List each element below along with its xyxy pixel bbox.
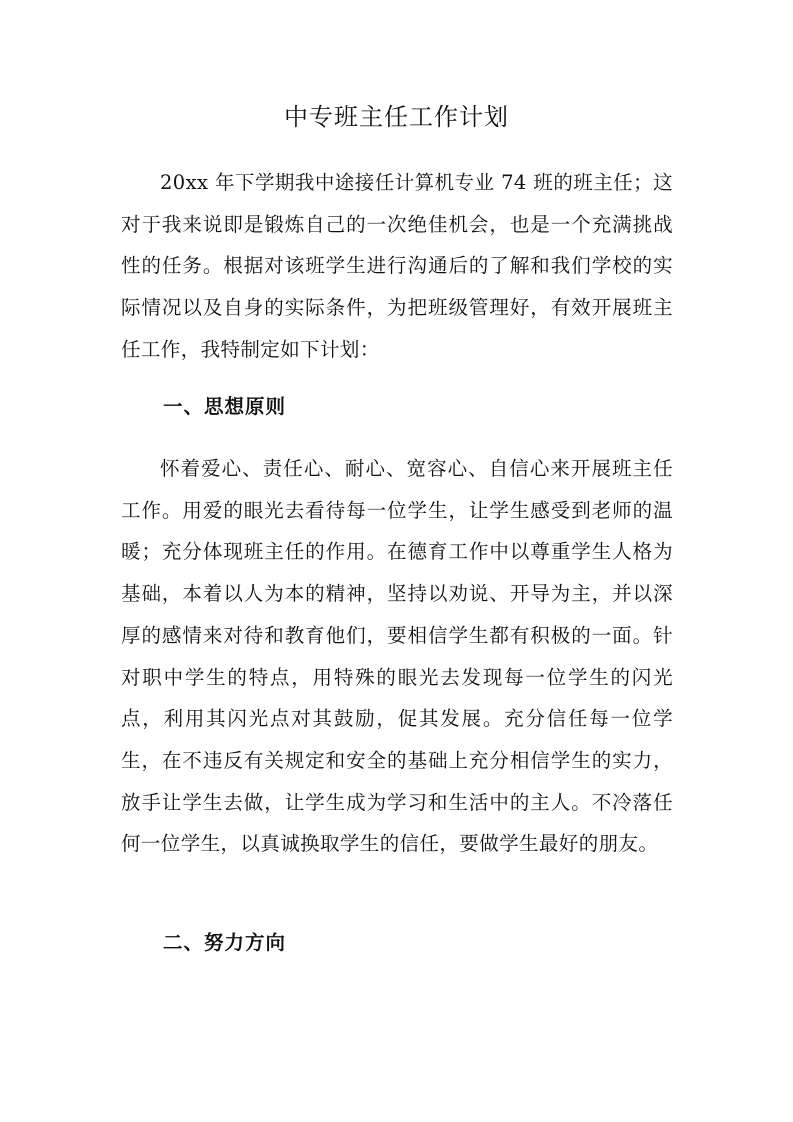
intro-paragraph-block — [121, 162, 673, 371]
section-heading-principles: 一、思想原则 — [163, 395, 287, 418]
principles-paragraph-block — [121, 448, 673, 865]
section-heading-direction: 二、努力方向 — [163, 931, 287, 954]
principles-paragraph: 怀着爱心、责任心、耐心、宽容心、自信心来开展班主任工作。用爱的眼光去看待每一位学生，让学生感受到老师的温暖；充分体现班主任的作用。在德育工作中以尊重学生人格为基础，本着以人为本的精神，坚持以劝说、开导为主，并以深厚的感情来对待和教育他们，要相信学生都有积极的一面。针对职中学生的特点，用特殊的眼光去发现每一位学生的闪光点，利用其闪光点对其鼓励，促其发展。充分信任每一位学生，在不违反有关规定和安全的基础上充分相信学生的实力，放手让学生去做，让学生成为学习和生活中的主人。不冷落任何一位学生，以真诚换取学生的信任，要做学生最好的朋友。 — [121, 457, 673, 856]
document-title: 中专班主任工作计划 — [284, 103, 509, 131]
intro-paragraph: 20xx 年下学期我中途接任计算机专业 74 班的班主任；这对于我来说即是锻炼自己的一次绝佳机会，也是一个充满挑战性的任务。根据对该班学生进行沟通后的了解和我们学校的实际情况以及自身的实际条件，为把班级管理好，有效开展班主任工作，我特制定如下计划： — [121, 171, 673, 361]
